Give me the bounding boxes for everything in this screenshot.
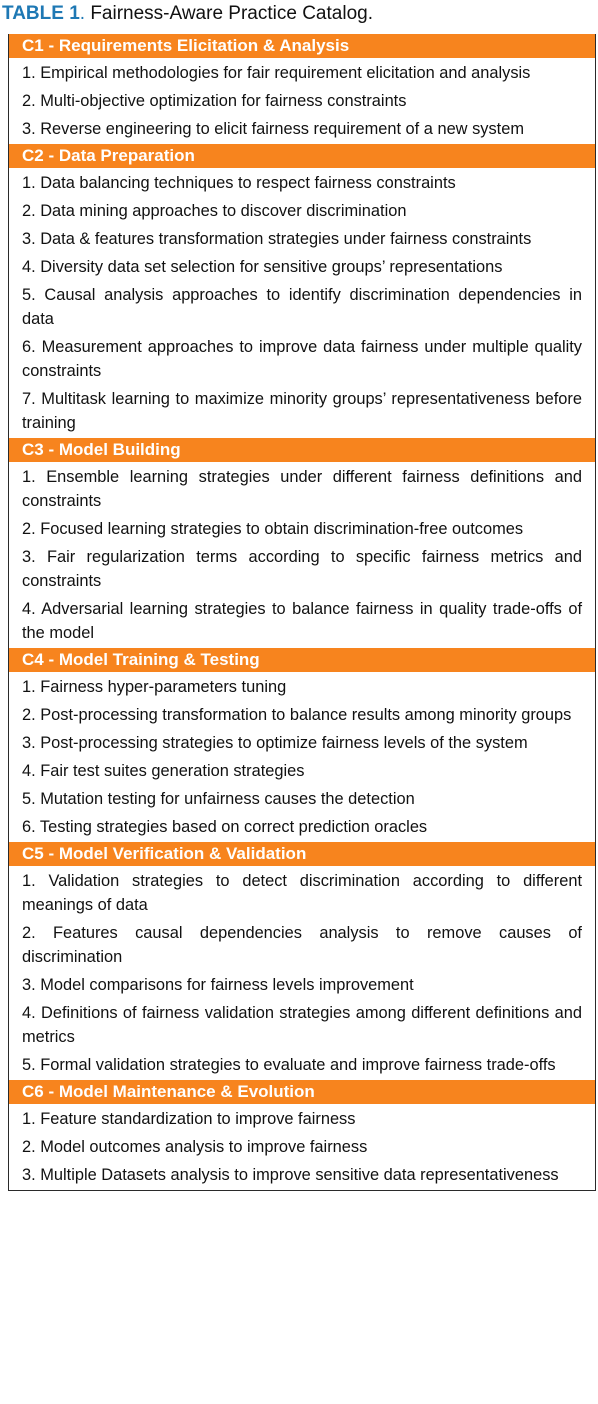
table-caption-label: TABLE 1 — [2, 3, 80, 24]
category-items — [9, 462, 595, 648]
category-header: C3 - Model Building — [9, 438, 595, 462]
practice-item: 1. Empirical methodologies for fair requirement elicitation and analysis — [22, 64, 531, 82]
practice-item: 2. Features causal dependencies analysis to remove causes of discrimination — [22, 924, 582, 966]
practice-item: 1. Ensemble learning strategies under different fairness definitions and constraints — [22, 468, 582, 510]
category-c3 — [9, 438, 595, 648]
category-items — [9, 866, 595, 1080]
category-c1 — [9, 34, 595, 144]
category-header: C2 - Data Preparation — [9, 144, 595, 168]
practice-item: 3. Data & features transformation strategies under fairness constraints — [22, 230, 532, 248]
category-c4 — [9, 648, 595, 842]
category-items — [9, 58, 595, 144]
category-header: C6 - Model Maintenance & Evolution — [9, 1080, 595, 1104]
practice-item: 4. Definitions of fairness validation strategies among different definitions and metrics — [22, 1004, 582, 1046]
practice-item: 4. Adversarial learning strategies to balance fairness in quality trade-offs of the model — [22, 600, 582, 642]
practice-item: 3. Reverse engineering to elicit fairness requirement of a new system — [22, 120, 524, 138]
category-items — [9, 168, 595, 438]
category-header: C5 - Model Verification & Validation — [9, 842, 595, 866]
practice-item: 6. Measurement approaches to improve data fairness under multiple quality constraints — [22, 338, 582, 380]
practice-item: 2. Post-processing transformation to balance results among minority groups — [22, 706, 572, 724]
practice-item: 3. Multiple Datasets analysis to improve sensitive data representativeness — [22, 1166, 559, 1184]
practice-item: 1. Feature standardization to improve fairness — [22, 1110, 356, 1128]
practice-item: 3. Model comparisons for fairness levels improvement — [22, 976, 414, 994]
practice-item: 5. Formal validation strategies to evaluate and improve fairness trade-offs — [22, 1056, 556, 1074]
practice-item: 1. Validation strategies to detect discrimination according to different meanings of data — [22, 872, 582, 914]
table-caption-title: Fairness-Aware Practice Catalog. — [85, 3, 373, 24]
practice-catalog-table — [8, 34, 596, 1191]
category-items — [9, 672, 595, 842]
practice-item: 2. Multi-objective optimization for fairness constraints — [22, 92, 407, 110]
table-caption — [2, 1, 373, 31]
practice-item: 1. Data balancing techniques to respect fairness constraints — [22, 174, 456, 192]
practice-item: 2. Data mining approaches to discover discrimination — [22, 202, 407, 220]
category-header: C4 - Model Training & Testing — [9, 648, 595, 672]
practice-item: 7. Multitask learning to maximize minority groups’ representativeness before training — [22, 390, 582, 432]
practice-item: 3. Fair regularization terms according to specific fairness metrics and constraints — [22, 548, 582, 590]
practice-item: 2. Model outcomes analysis to improve fairness — [22, 1138, 368, 1156]
category-header: C1 - Requirements Elicitation & Analysis — [9, 34, 595, 58]
practice-item: 4. Fair test suites generation strategies — [22, 762, 305, 780]
practice-item: 6. Testing strategies based on correct prediction oracles — [22, 818, 428, 836]
practice-item: 5. Causal analysis approaches to identify discrimination dependencies in data — [22, 286, 582, 328]
category-c6 — [9, 1080, 595, 1190]
practice-item: 3. Post-processing strategies to optimize fairness levels of the system — [22, 734, 528, 752]
practice-item: 2. Focused learning strategies to obtain discrimination-free outcomes — [22, 520, 524, 538]
practice-item: 1. Fairness hyper-parameters tuning — [22, 678, 287, 696]
category-c2 — [9, 144, 595, 438]
table-caption-separator: . — [79, 3, 86, 24]
category-items — [9, 1104, 595, 1190]
category-c5 — [9, 842, 595, 1080]
practice-item: 5. Mutation testing for unfairness causes the detection — [22, 790, 415, 808]
practice-item: 4. Diversity data set selection for sensitive groups’ representations — [22, 258, 503, 276]
